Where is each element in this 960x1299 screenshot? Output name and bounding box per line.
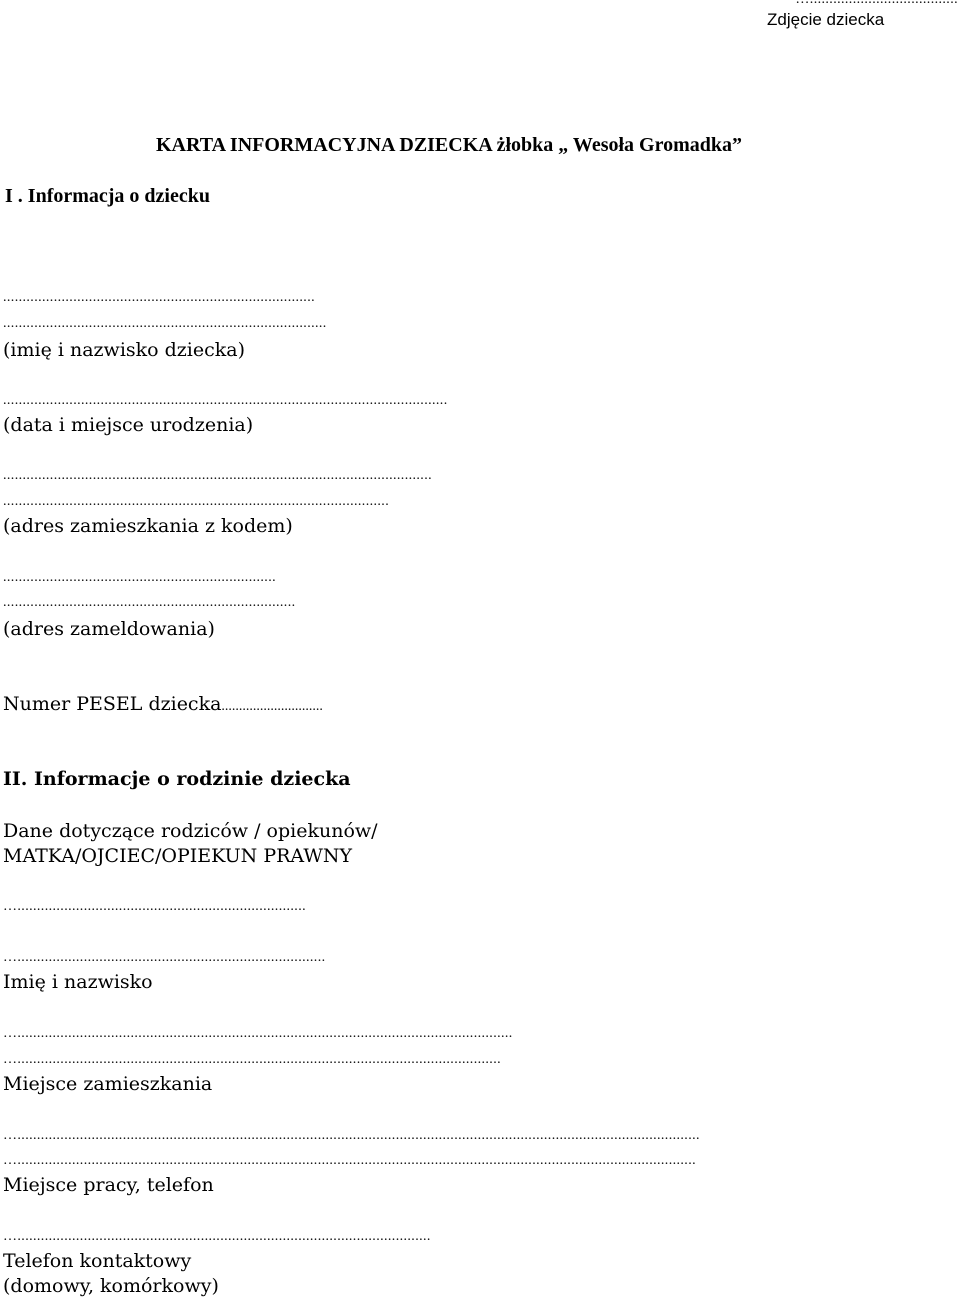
address-line-1[interactable]: .............................................................................................................. — [3, 468, 432, 483]
work-line-1[interactable]: …............................................................................................................................................................................... — [3, 1128, 700, 1143]
registration-line-1[interactable]: ...................................................................... — [3, 570, 276, 585]
work-line-2[interactable]: ….............................................................................................................................................................................. — [3, 1153, 696, 1168]
birth-label: (data i miejsce urodzenia) — [3, 414, 254, 436]
registration-line-2[interactable]: ........................................................................... — [3, 595, 296, 610]
child-name-line-2[interactable]: ................................................................................... — [3, 316, 327, 331]
child-name-label: (imię i nazwisko dziecka) — [3, 339, 246, 361]
phone-line[interactable]: ….......................................................................................................... — [3, 1229, 431, 1244]
section-1-heading: I . Informacja o dziecku — [5, 185, 210, 207]
registration-label: (adres zameldowania) — [3, 618, 215, 640]
pesel-field[interactable] — [3, 692, 323, 719]
address-label: (adres zamieszkania z kodem) — [3, 515, 293, 537]
document-title: KARTA INFORMACYJNA DZIECKA żłobka „ Wesoła Gromadka” — [156, 134, 743, 156]
phone-label-2: (domowy, komórkowy) — [3, 1275, 219, 1297]
child-name-line-1[interactable]: ................................................................................ — [3, 290, 315, 305]
parent-name-line-1[interactable]: ….......................................................................... — [3, 899, 306, 914]
photo-label: Zdjęcie dziecka — [767, 10, 885, 29]
pesel-label: Numer PESEL dziecka — [3, 693, 222, 715]
work-label: Miejsce pracy, telefon — [3, 1174, 214, 1196]
residence-line-1[interactable]: …............................................................................................................................... — [3, 1026, 513, 1041]
photo-placeholder-line — [690, 0, 958, 7]
residence-line-2[interactable]: …............................................................................................................................ — [3, 1052, 501, 1067]
phone-label-1: Telefon kontaktowy — [3, 1250, 192, 1272]
parent-name-label: Imię i nazwisko — [3, 971, 153, 993]
residence-label: Miejsce zamieszkania — [3, 1073, 213, 1095]
section-2-heading: II. Informacje o rodzinie dziecka — [3, 768, 351, 790]
address-line-2[interactable]: ................................................................................................... — [3, 494, 390, 509]
parents-intro-line-1: Dane dotyczące rodziców / opiekunów/ — [3, 820, 378, 842]
pesel-dots: ............................. — [221, 699, 323, 714]
birth-line[interactable]: .................................................................................................................. — [3, 393, 448, 408]
parent-name-line-2[interactable]: …............................................................................... — [3, 950, 326, 965]
parents-intro-line-2: MATKA/OJCIEC/OPIEKUN PRAWNY — [3, 845, 353, 867]
